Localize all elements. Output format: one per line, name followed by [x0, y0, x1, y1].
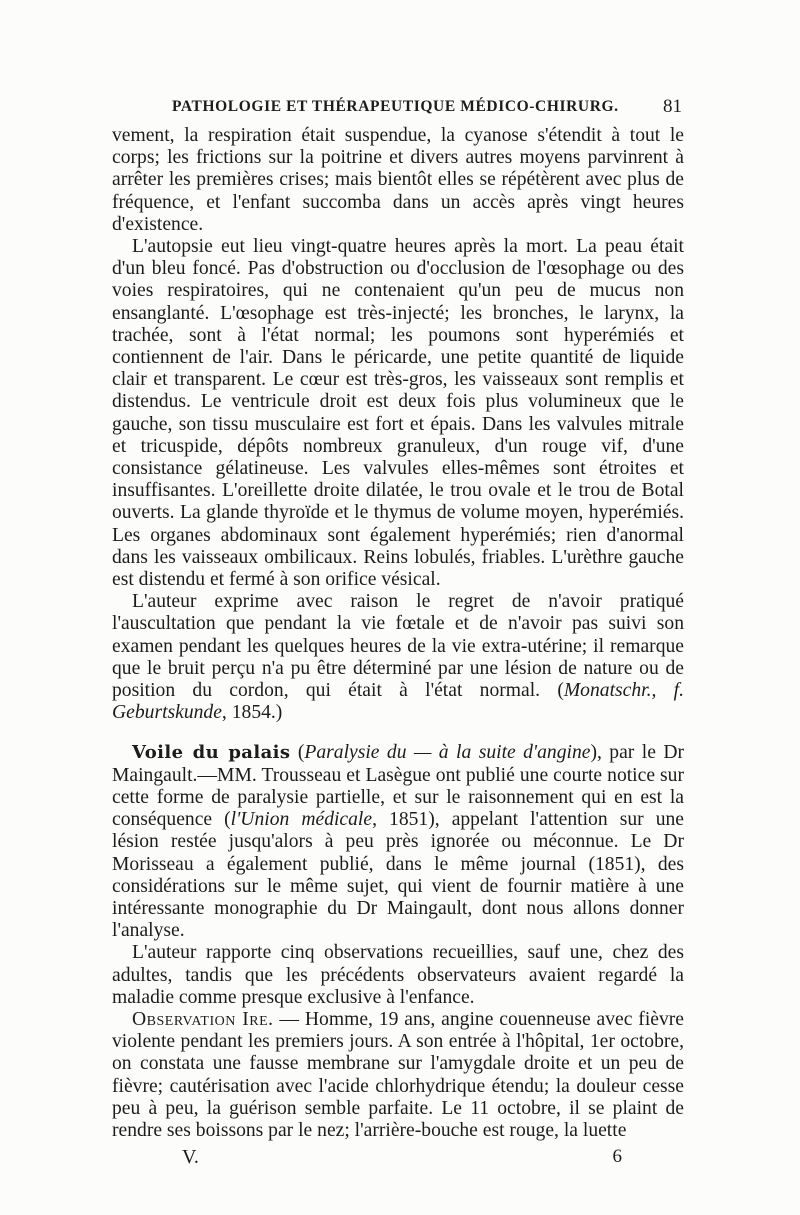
- paragraph-observations: L'auteur rapporte cinq observations recueillies, sauf une, chez des adultes, tandis que les précédents observateurs avaient regardé la maladie comme presque exclusive à l'enfance.: [112, 942, 684, 1008]
- observation-label: Observation Ire.: [132, 1008, 274, 1030]
- paragraph-observation-1: [112, 1009, 684, 1142]
- paragraph-auscultation: [112, 591, 684, 724]
- journal-citation: Monatschr., f. Geburtskunde: [112, 680, 684, 724]
- paragraph-auscultation-text: L'auteur exprime avec raison le regret de n'avoir pratiqué l'auscultation que pendant la vie fœtale et de n'avoir pas suivi son examen pendant les quelques heures de la vie extra-utérine; il remarque que le bruit perçu n'a pu être déterminé par une lésion de nature ou de position du cordon, qui était à l'état normal. (: [112, 591, 684, 702]
- paragraph-intro-text: ), par le Dr Maingault.—MM. Trousseau et Lasègue ont publié une courte notice sur cette forme de paralysie partielle, et sur le raisonnement qui en est la conséquence (: [112, 742, 684, 831]
- paragraph-intro-rest: , 1851), appelant l'attention sur une lésion restée jusqu'alors à peu près ignorée ou méconnue. Le Dr Morisseau a également publié, dans le même journal (1851), des considérations sur le même sujet, qui vient de fournir matière à une intéressante monographie du Dr Maingault, dont nous allons donner l'analyse.: [112, 809, 684, 942]
- paragraph-voile-du-palais: [112, 742, 684, 942]
- running-title: PATHOLOGIE ET THÉRAPEUTIQUE MÉDICO-CHIRURG.: [172, 98, 619, 115]
- sheet-number: 6: [612, 1146, 622, 1167]
- observation-text: — Homme, 19 ans, angine couenneuse avec fièvre violente pendant les premiers jours. A son entrée à l'hôpital, 1er octobre, on constata une fausse membrane sur l'amygdale droite et un peu de fièvre; cautérisation avec l'acide chlorhydrique étendu; la douleur cesse peu à peu, la guérison semble parfaite. Le 11 octobre, il se plaint de rendre ses boissons par le nez; l'arrière-bouche est rouge, la luette: [112, 1008, 684, 1141]
- paragraph-continuation: vement, la respiration était suspendue, la cyanose s'étendit à tout le corps; les frictions sur la poitrine et divers autres moyens parvinrent à arrêter les premières crises; mais bientôt elles se répétèrent avec plus de fréquence, et l'enfant succomba dans un accès après vingt heures d'existence.: [112, 125, 684, 235]
- page-number: 81: [663, 96, 682, 117]
- page-header: [172, 98, 692, 120]
- citation-year: , 1854.): [221, 702, 283, 724]
- body-text: [112, 125, 684, 1142]
- heading-open: (: [290, 742, 305, 764]
- journal-name: l'Union médicale: [230, 809, 373, 831]
- signature-mark: V.: [182, 1146, 199, 1168]
- heading-subtitle: Paralysie du — à la suite d'angine: [304, 742, 591, 764]
- page-footer: [182, 1146, 622, 1172]
- paragraph-autopsy: L'autopsie eut lieu vingt-quatre heures après la mort. La peau était d'un bleu foncé. Pas d'obstruction ou d'occlusion de l'œsophage ou des voies respiratoires, qui ne contenaient qu'un peu de mucus non ensanglanté. L'œsophage est très-injecté; les bronches, le larynx, la trachée, sont à l'état normal; les poumons sont hyperémiés et contiennent de l'air. Dans le péricarde, une petite quantité de liquide clair et transparent. Le cœur est très-gros, les vaisseaux sont remplis et distendus. Le ventricule droit est deux fois plus volumineux que le gauche, son tissu musculaire est fort et épais. Dans les valvules mitrale et tricuspide, dépôts nombreux granuleux, d'un rouge vif, d'une consistance gélatineuse. Les valvules elles-mêmes sont étroites et insuffisantes. L'oreillette droite dilatée, le trou ovale et le trou de Botal ouverts. La glande thyroïde et le thymus de volume moyen, hyperémiés. Les organes abdominaux sont également hyperémiés; rien d'anormal dans les vaisseaux ombilicaux. Reins lobulés, friables. L'urèthre gauche est distendu et fermé à son orifice vésical.: [112, 236, 684, 591]
- section-heading: Voile du palais: [132, 742, 291, 764]
